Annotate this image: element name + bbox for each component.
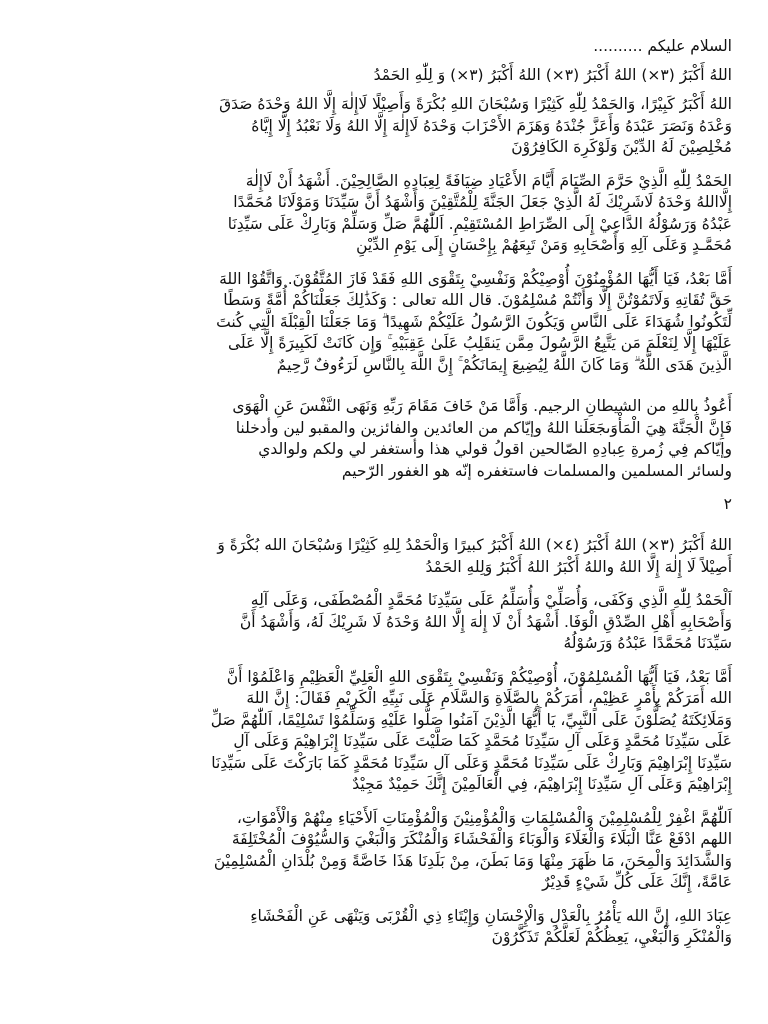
second-takbir-paragraph: اللهُ أَكْبَرُ (٣×) اللهُ أَكْبَرُ (٤×) اللهُ أَكْبَرُ كبيرًا وَالْحَمْدُ لِلهِ كَثِيْرًا وَسُبْحَانَ الله بُكْرَةً وَ أَصِيْلاً لَا إِلٰهَ إِلَّا اللهُ واللهُ أَكْبَرُ اللهُ أَكْبَرُ وَلِلهِ الحَمْدُ (217, 536, 732, 576)
final-paragraph: عِبَادَ اللهِ، إِنَّ الله يَأْمُرُ بِالْعَدْلِ وَالْإِحْسَانِ وَإِيْتَاءِ ذِي الْقُرْبَى وَيَنْهَى عَنِ الْفَحْشَاءِ وَالْمُنْكَرِ وَالْبَغْيِ، يَعِظُكُمْ لَعَلَّكُمْ تَذَكَّرُوْنَ (250, 906, 732, 946)
opening-paragraph: اللهُ أَكْبَرُ كَبِيْرًا، وَالحَمْدُ لِلّٰهِ كَثِيْرًا وَسُبْحَانَ اللهِ بُكْرَةً وَأَصِيْلًا لَاإِلٰهَ إِلَّا اللهُ وَحْدَهُ صَدَقَ وَعْدَهُ وَنَصَرَ عَبْدَهُ وَأَعَزَّ جُنْدَهُ وَهَزَمَ الأَحْزَابَ وَحْدَهُ لَاإِلٰهَ إِلَّا اللهُ وَلَا نَعْبُدُ إِلَّا إِيَّاهُ مُخْلِصِيْنَ لَهُ الدِّيْنَ وَلَوْكَرِهَ الكَافِرُوْنَ (219, 95, 732, 156)
closing-paragraph: أَعُوذُ بِاللهِ من الشيطانِ الرجيم. وَأَمَّا مَنْ خَافَ مَقَامَ رَبِّهِ وَنَهَى النَّفْسَ عَنِ الْهَوَى فَإِنَّ الْجَنَّةَ هِيَ الْمَأْوَىجَعَلَنا اللهُ وإيّاكم من العائدين والفائزين والمقبو لين وأدخلنا وإيّاكم فِي زُمرةِ عِبادِهِ الصّالحين اقولُ قولي هذا وأستغفر لي ولكم ولوالدي ولسائر المسلمين والمسلمات فاستغفره إنّه هو الغفور الرّحيم (232, 397, 732, 480)
amma-baad-paragraph: أَمَّا بَعْدُ، فَيَا أَيُّهَا المُؤْمِنُوْنَ أُوْصِيْكُمْ وَنَفْسِيْ بِتَقْوَى اللهِ فَقَدْ فَازَ المُتَّقُوْنَ. وَاتَّقُوْا اللهَ حَقَّ تُقَاتِهِ وَلَاتَمُوْتُنَّ إِلَّا وَأَنْتُمْ مُسْلِمُوْنَ. قال الله تعالى : وَكَذَٰلِكَ جَعَلْنَاكُمْ أُمَّةً وَسَطًا لِّتَكُونُوا شُهَدَاءَ عَلَى النَّاسِ وَيَكُونَ الرَّسُولُ عَلَيْكُمْ شَهِيدًا ۗ وَمَا جَعَلْنَا الْقِبْلَةَ الَّتِي كُنتَ عَلَيْهَا إِلَّا لِنَعْلَمَ مَن يَتَّبِعُ الرَّسُولَ مِمَّن يَنقَلِبُ عَلَىٰ عَقِبَيْهِ ۚ وَإِن كَانَتْ لَكَبِيرَةً إِلَّا عَلَى الَّذِينَ هَدَى اللَّهُ ۗ وَمَا كَانَ اللَّهُ لِيُضِيعَ إِيمَانَكُمْ ۚ إِنَّ اللَّهَ بِالنَّاسِ لَرَءُوفٌ رَّحِيمٌ (216, 269, 732, 374)
hamd-paragraph: الحَمْدُ لِلّٰهِ الَّذِيْ حَرَّمَ الصِّيَامَ أَيَّامَ الأَعْيَادِ ضِيَافَةً لِعِبَادِهِ الصَّالِحِيْنَ. أَشْهَدُ أَنْ لَاإِلٰهَ إِلَّااللهُ وَحْدَهُ لَاشَرِيْكَ لَهُ الَّذِيْ جَعَلَ الجَنَّةَ لِلْمُتَّقِيْنَ وَأَشْهَدُ أَنَّ سَيِّدَنَا وَمَوْلَانَا مُحَمَّدًا عَبْدُهُ وَرَسُوْلُهُ الدَّاعِيْ إِلَى الصِّرَاطِ المُسْتَقِيْمِ. اَللّٰهُمَّ صَلِّ وَسَلِّمْ وَبَارِكْ عَلَى سَيِّدِنَا مُحَمَّـدٍ وَعَلَى آلِهِ وَأَصْحَابِهِ وَمَنْ تَبِعَهُمْ بِإِحْسَانٍ إِلَى يَوْمِ الدِّيْنِ (227, 171, 732, 254)
salawat-paragraph: أَمَّا بَعْدُ، فَيَا أَيُّهَا الْمُسْلِمُوْنَ، أُوْصِيْكُمْ وَنَفْسِيْ بِتَقْوَى اللهِ الْعَلِيِّ الْعَظِيْمِ وَاعْلَمُوْا أَنَّ الله أَمَرَكُمْ بِأَمْرٍ عَظِيْمٍ، أَمَرَكُمْ بِالصَّلَاةِ وَالسَّلَامِ عَلَى نَبِيِّهِ الْكَرِيْمِ فَقَالَ: إِنَّ اللهَ وَمَلَائِكَتَهُ يُصَلُّوْنَ عَلَى النَّبِيِّ، يَا أَيُّهَا الَّذِيْنَ آمَنُوا صَلُّوا عَلَيْهِ وَسَلِّمُوْا تَسْلِيْمًا، اَللّٰهُمَّ صَلِّ عَلَى سَيِّدِنَا مُحَمَّدٍ وَعَلَى آلِ سَيِّدِنَا مُحَمَّدٍ كَمَا صَلَّيْتَ عَلَى سَيِّدِنَا إِبْرَاهِيْمَ وَعَلَى آلِ سَيِّدِنَا إِبْرَاهِيْمَ وَبَارِكْ عَلَى سَيِّدِنَا مُحَمَّدٍ وَعَلَى آلِ سَيِّدِنَا مُحَمَّدٍ كَمَا بَارَكْتَ عَلَى سَيِّدِنَا إِبْرَاهِيْمَ وَعَلَى آلِ سَيِّدِنَا إِبْرَاهِيْمَ، فِي الْعَالَمِيْنَ إِنَّكَ حَمِيْدٌ مَجِيْدٌ (210, 667, 732, 793)
takbir-line: اللهُ أَكْبَرُ (٣×) اللهُ أَكْبَرُ (٣×) اللهُ أَكْبَرُ (٣×) وَ لِلّٰهِ الحَمْدُ (373, 66, 732, 84)
greeting-line: السلام عليكم .......... (593, 37, 732, 55)
second-hamd-paragraph: اَلْحَمْدُ لِلّٰهِ الَّذِي وَكَفَى، وَأُصَلِّيْ وَأُسَلِّمُ عَلَى سَيِّدِنَا مُحَمَّدٍ الْمُصْطَفَى، وَعَلَى آلِهِ وَأَصْحَابِهِ أَهْلِ الصِّدْقِ الْوَفَا. أَشْهَدُ أَنْ لَا إِلٰهَ إِلَّا اللهُ وَحْدَهُ لَا شَرِيْكَ لَهُ، وَأَشْهَدُ أَنَّ سَيِّدَنَا مُحَمَّدًا عَبْدُهُ وَرَسُوْلُهُ (239, 591, 732, 652)
page-number: ٢ (723, 495, 732, 513)
dua-paragraph: اَللّٰهُمَّ اغْفِرْ لِلْمُسْلِمِيْنَ وَالْمُسْلِمَاتِ وَالْمُؤْمِنِيْنَ وَالْمُؤْمِنَاتِ اَلأَحْيَاءِ مِنْهُمْ وَالْأَمْوَاتِ، اللهم ادْفَعْ عَنَّا الْبَلَاءَ وَالْغَلَاءَ وَالْوَبَاءَ وَالْفَحْشَاءَ وَالْمُنْكَرَ وَالْبَغْيَ وَالسُّيُوْفَ الْمُخْتَلِفَةَ وَالشَّدَائِدَ وَالْمِحَنَ، مَا ظَهَرَ مِنْهَا وَمَا بَطَنَ، مِنْ بَلَدِنَا هَذَا خَاصَّةً وَمِنْ بُلْدَانِ الْمُسْلِمِيْنَ عَامَّةً، إِنَّكَ عَلَى كُلِّ شَيْءٍ قَدِيْرٌ (213, 808, 732, 891)
